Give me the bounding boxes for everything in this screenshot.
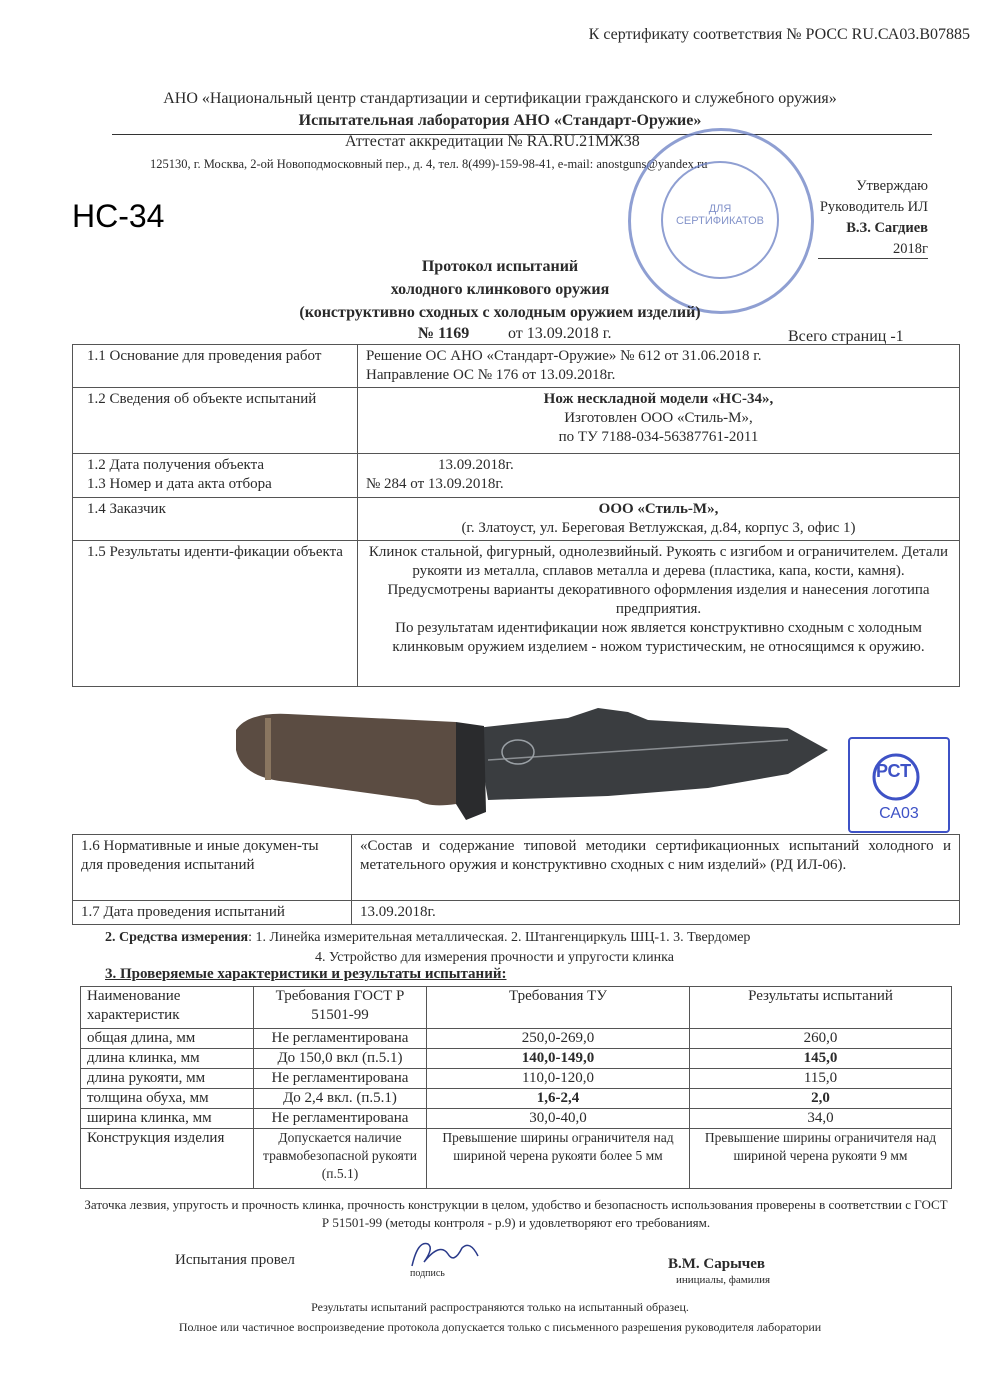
cell: Конструкция изделия: [81, 1129, 254, 1189]
info-table: [72, 344, 960, 687]
model-code: НС-34: [72, 198, 165, 234]
row-label: 1.1 Основание для проведения работ: [73, 345, 358, 388]
footer-note-1: Результаты испытаний распространяются только на испытанный образец.: [311, 1300, 689, 1314]
row-label: 1.2 Дата получения объекта 1.3 Номер и дата акта отбора: [73, 454, 358, 498]
table-row: [73, 498, 960, 541]
approval-date: 2018г: [818, 241, 928, 259]
cell: 30,0-40,0: [427, 1109, 690, 1129]
measurement-title: 2. Средства измерения: [105, 930, 249, 945]
value-line: По результатам идентификации нож является конструктивно сходным с холодным клинковым оружием изделием - ножом туристическим, не относящимся к оружию.: [392, 620, 925, 655]
cell: толщина обуха, мм: [81, 1089, 254, 1109]
value-line: по ТУ 7188-034-56387761-2011: [558, 429, 759, 445]
knife-blade: [476, 708, 828, 800]
header-cell: Требования ТУ: [427, 987, 690, 1029]
cell: 115,0: [690, 1069, 952, 1089]
name-caption: инициалы, фамилия: [676, 1274, 771, 1286]
protocol-subtitle: холодного клинкового оружия: [390, 281, 610, 298]
value-line: (г. Златоуст, ул. Береговая Ветлужская, д.84, корпус 3, офис 1): [461, 520, 856, 536]
table-row: [81, 1049, 952, 1069]
row-label: 1.2 Сведения об объекте испытаний: [73, 388, 358, 454]
row-label: 1.6 Нормативные и иные докумен-ты для проведения испытаний: [73, 835, 352, 901]
knife-photo: [228, 700, 838, 830]
value-line: 13.09.2018г.: [438, 457, 514, 473]
cell: 260,0: [690, 1029, 952, 1049]
row-value: [358, 454, 960, 498]
header-cell: Требования ГОСТ Р 51501-99: [254, 987, 427, 1029]
lab-address: 125130, г. Москва, 2-ой Новоподмосковный пер., д. 4, тел. 8(499)-159-98-41, e-mail: anostguns@yandex.ru: [150, 157, 708, 171]
page-count: Всего страниц -1: [788, 328, 904, 345]
approval-line-1: Утверждаю: [856, 178, 928, 194]
table-row: [73, 388, 960, 454]
cell: Не регламентирована: [254, 1069, 427, 1089]
results-table: [80, 986, 952, 1189]
value-line: Изготовлен ООО «Стиль-М»,: [564, 410, 753, 426]
signature-caption: подпись: [410, 1268, 445, 1279]
table-row: [73, 835, 960, 901]
header-cell: Наименование характеристик: [81, 987, 254, 1029]
value-line: ООО «Стиль-М»,: [598, 501, 719, 517]
table-row: [73, 901, 960, 925]
value-line: Нож нескладной модели «НС-34»,: [543, 391, 774, 407]
value-line: № 284 от 13.09.2018г.: [366, 476, 504, 492]
cell: Превышение ширины ограничителя над шириной черена рукояти более 5 мм: [427, 1129, 690, 1189]
cell: длина клинка, мм: [81, 1049, 254, 1069]
header-cell: Результаты испытаний: [690, 987, 952, 1029]
cell: Не регламентирована: [254, 1029, 427, 1049]
table-header-row: [81, 987, 952, 1029]
table-row: [81, 1089, 952, 1109]
table-row: [73, 541, 960, 687]
cell: До 150,0 вкл (п.5.1): [254, 1049, 427, 1069]
row-value: [358, 498, 960, 541]
cell: До 2,4 вкл. (п.5.1): [254, 1089, 427, 1109]
protocol-date: от 13.09.2018 г.: [508, 325, 612, 342]
table-row: [81, 1069, 952, 1089]
footer-note-2: Полное или частичное воспроизведение протокола допускается только с письменного разрешения руководителя лаборатории: [178, 1320, 822, 1334]
cell: 110,0-120,0: [427, 1069, 690, 1089]
row-label: 1.5 Результаты иденти-фикации объекта: [73, 541, 358, 687]
laboratory-name: Испытательная лаборатория АНО «Стандарт-Оружие»: [298, 112, 702, 129]
table-row: [81, 1129, 952, 1189]
table-row: [73, 454, 960, 498]
rst-code: СА03: [879, 805, 919, 822]
protocol-subtitle-2: (конструктивно сходных с холодным оружием изделий): [299, 304, 701, 321]
knife-guard: [456, 722, 486, 820]
measurement-list: : 1. Линейка измерительная металлическая. 2. Штангенциркуль ШЦ-1. 3. Твердомер: [248, 930, 751, 945]
row-value: [358, 541, 960, 687]
cell: 140,0-149,0: [427, 1049, 690, 1069]
organization-name: АНО «Национальный центр стандартизации и сертификации гражданского и служебного оружия»: [163, 90, 837, 107]
value-line: Клинок стальной, фигурный, однолезвийный. Рукоять с изгибом и ограничителем. Детали рукояти из металла, сплавов металла и дерева (пластика, капа, кости, камня). Предусмотрены варианты декоративного оформления изделия и нанесения логотипа предприятия.: [368, 544, 949, 617]
row-label: 1.7 Дата проведения испытаний: [73, 901, 352, 925]
table-row: [81, 1029, 952, 1049]
protocol-number: № 1169: [418, 325, 470, 342]
row-label: 1.4 Заказчик: [73, 498, 358, 541]
cell: Превышение ширины ограничителя над шириной черена рукояти 9 мм: [690, 1129, 952, 1189]
stamp-text: ДЛЯ СЕРТИФИКАТОВ: [675, 203, 765, 227]
approval-name: В.З. Сагдиев: [846, 220, 928, 236]
value-line: Решение ОС АНО «Стандарт-Оружие» № 612 от 31.06.2018 г.: [366, 348, 762, 364]
normative-table: [72, 834, 960, 925]
cell: Не регламентирована: [254, 1109, 427, 1129]
rst-mark: [848, 737, 950, 833]
cell: 2,0: [690, 1089, 952, 1109]
certificate-reference: К сертификату соответствия № РОСС RU.СА03.В07885: [588, 26, 970, 43]
row-value: [358, 388, 960, 454]
cell: 1,6-2,4: [427, 1089, 690, 1109]
cell: длина рукояти, мм: [81, 1069, 254, 1089]
cell: ширина клинка, мм: [81, 1109, 254, 1129]
row-value: [358, 345, 960, 388]
protocol-title: Протокол испытаний: [421, 258, 579, 275]
value-line: Направление ОС № 176 от 13.09.2018г.: [366, 367, 616, 383]
accreditation: Аттестат аккредитации № RA.RU.21МЖ38: [345, 133, 640, 150]
section3-title: 3. Проверяемые характеристики и результаты испытаний:: [105, 966, 507, 982]
cell: 34,0: [690, 1109, 952, 1129]
cell: 145,0: [690, 1049, 952, 1069]
measurement-tools: [105, 930, 750, 946]
table-row: [81, 1109, 952, 1129]
row-value: 13.09.2018г.: [352, 901, 960, 925]
table-row: [73, 345, 960, 388]
row-value: «Состав и содержание типовой методики сертификационных испытаний холодного и метательного оружия и конструктивно сходных с ним изделий» (РД ИЛ-06).: [352, 835, 960, 901]
approval-line-2: Руководитель ИЛ: [819, 199, 928, 215]
cell: Допускается наличие травмобезопасной рукояти (п.5.1): [254, 1129, 427, 1189]
tester-name: В.М. Сарычев: [668, 1256, 766, 1272]
cell: 250,0-269,0: [427, 1029, 690, 1049]
tested-by-label: Испытания провел: [175, 1252, 295, 1268]
rst-symbol: РСТ: [876, 761, 912, 781]
conclusion-text: Заточка лезвия, упругость и прочность клинка, прочность конструкции в целом, удобство и безопасность использования проверены в соответствии с ГОСТ Р 51501-99 (методы контроля - р.9) и удовлетворяют его требованиям.: [84, 1197, 948, 1230]
measurement-list-2: 4. Устройство для измерения прочности и упругости клинка: [315, 950, 674, 965]
cell: общая длина, мм: [81, 1029, 254, 1049]
